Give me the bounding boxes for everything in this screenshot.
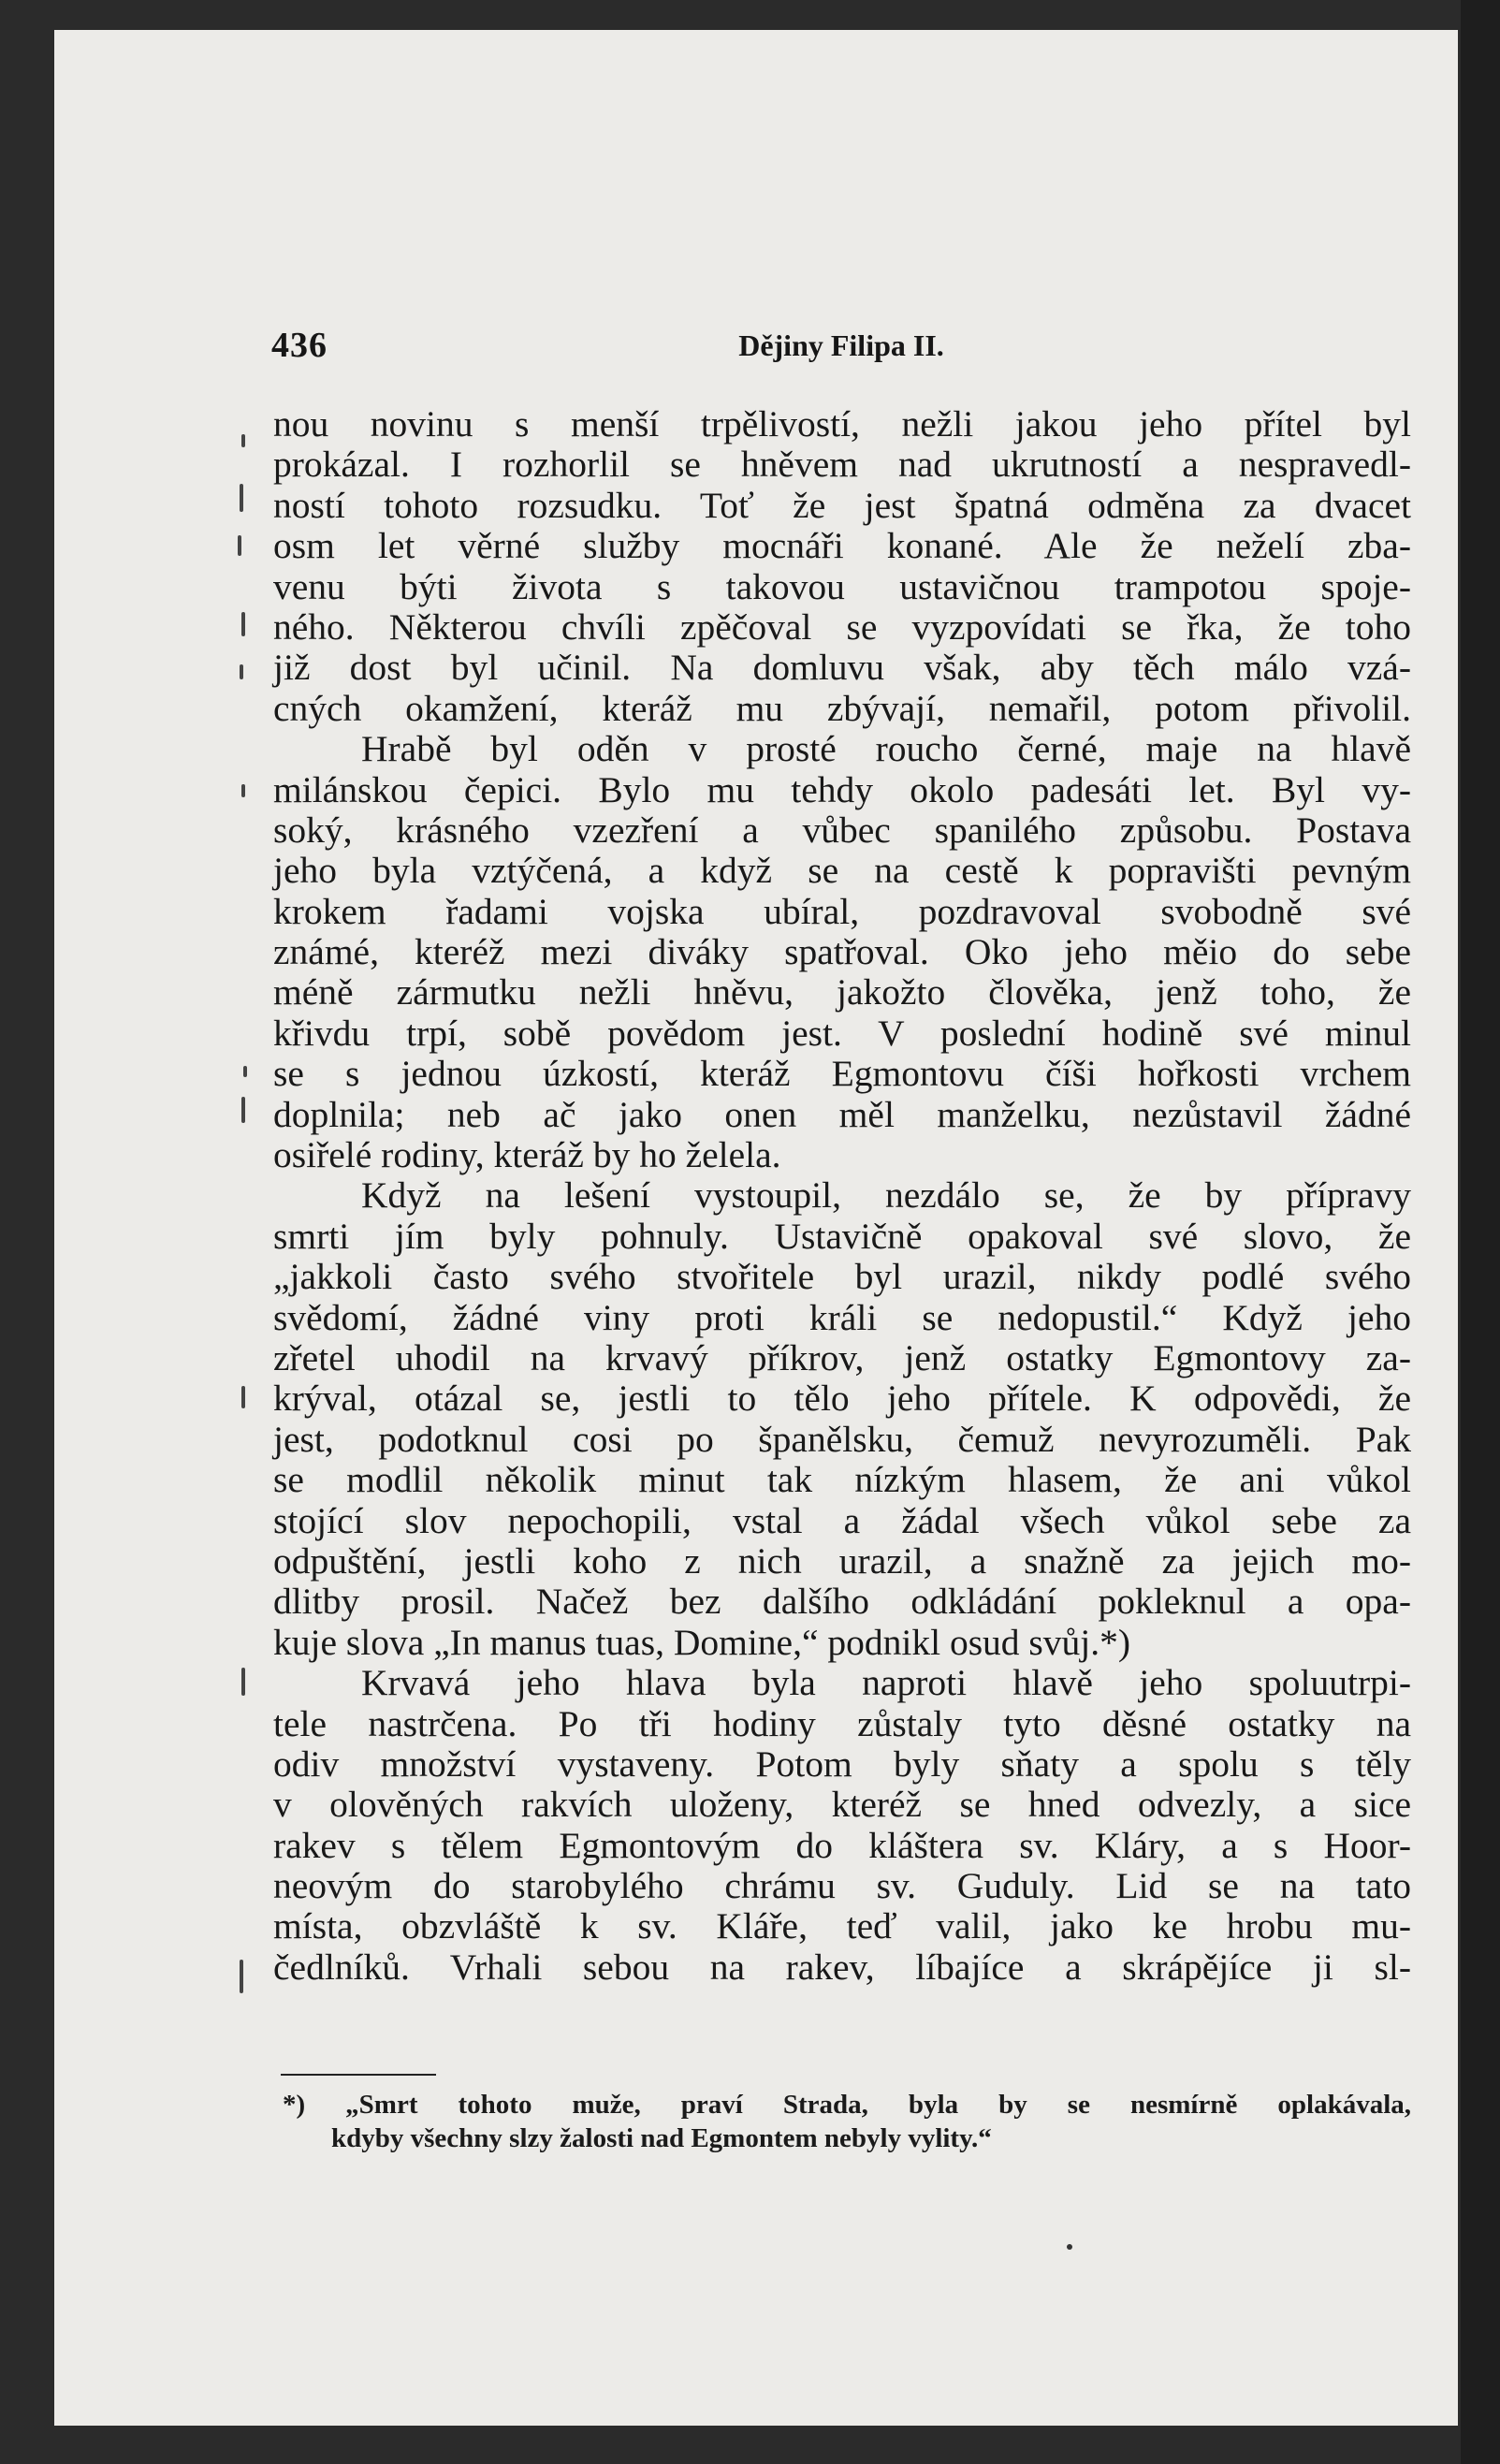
- text-line: zřetel uhodil na krvavý příkrov, jenž ostatky Egmontovy za-: [273, 1336, 1411, 1378]
- text-line: Hrabě byl oděn v prosté roucho černé, maje na hlavě: [361, 728, 1411, 770]
- text-line: nou novinu s menší trpělivostí, nežli jakou jeho přítel byl: [273, 403, 1411, 445]
- margin-speck: [243, 1066, 247, 1077]
- text-line: cných okamžení, kteráž mu zbývají, nemařil, potom přivolil.: [273, 687, 1411, 729]
- margin-speck: [241, 784, 245, 797]
- page-header: [271, 325, 1411, 372]
- margin-speck: [241, 1386, 245, 1408]
- text-line: ného. Některou chvíli zpěčoval se vyzpovídati se řka, že toho: [273, 605, 1411, 648]
- margin-speck: [240, 664, 243, 679]
- text-line: tele nastrčena. Po tři hodiny zůstaly tyto děsné ostatky na: [273, 1702, 1411, 1744]
- page-spot: [1067, 2244, 1072, 2250]
- margin-speck: [241, 1097, 245, 1123]
- margin-speck: [238, 535, 241, 556]
- page-number: 436: [271, 326, 328, 365]
- text-line: místa, obzvláště k sv. Kláře, teď valil, jako ke hrobu mu-: [273, 1905, 1411, 1947]
- text-line: soký, krásného vzezření a vůbec spanilého způsobu. Postava: [273, 809, 1411, 851]
- book-page: [54, 30, 1458, 2426]
- text-line: odiv množství vystaveny. Potom byly sňaty a spolu s těly: [273, 1742, 1411, 1785]
- text-line: osm let věrné služby mocnáři konané. Ale že neželí zba-: [273, 525, 1411, 567]
- text-line: se modlil několik minut tak nízkým hlasem, že ani vůkol: [273, 1459, 1411, 1501]
- text-line: prokázal. I rozhorlil se hněvem nad ukrutností a nespravedl-: [273, 444, 1411, 486]
- text-line: jeho byla vztýčená, a když se na cestě k popravišti pevným: [273, 850, 1411, 892]
- text-line: v olověných rakvích uloženy, kteréž se hned odvezly, a sice: [273, 1784, 1411, 1826]
- text-line: odpuštění, jestli koho z nich urazil, a snažně za jejich mo-: [273, 1539, 1411, 1582]
- text-line: Když na lešení vystoupil, nezdálo se, že by přípravy: [361, 1174, 1411, 1217]
- margin-speck: [240, 484, 243, 512]
- margin-speck: [241, 1668, 245, 1696]
- text-line: křivdu trpí, sobě povědom jest. V poslední hodině své minul: [273, 1012, 1411, 1054]
- text-line: ností tohoto rozsudku. Toť že jest špatná odměna za dvacet: [273, 484, 1411, 526]
- text-line: kuje slova „In manus tuas, Domine,“ podnikl osud svůj.*): [273, 1621, 1131, 1663]
- text-line: venu býti života s takovou ustavičnou trampotou spoje-: [273, 565, 1411, 607]
- text-line: milánskou čepici. Bylo mu tehdy okolo padesáti let. Byl vy-: [273, 768, 1411, 810]
- footnote: [283, 2088, 1411, 2155]
- text-line: doplnila; neb ač jako onen měl manželku, nezůstavil žádné: [273, 1093, 1411, 1135]
- text-line: jest, podotknul cosi po španělsku, čemuž nevyrozuměli. Pak: [273, 1418, 1411, 1460]
- text-line: Krvavá jeho hlava byla naproti hlavě jeho spoluutrpi-: [361, 1662, 1411, 1704]
- running-title: Dějiny Filipa II.: [738, 328, 944, 362]
- text-line: osiřelé rodiny, kteráž by ho želela.: [273, 1134, 781, 1176]
- footnote-line: kdyby všechny slzy žalosti nad Egmontem nebyly vylity.“: [331, 2123, 992, 2153]
- text-line: rakev s tělem Egmontovým do kláštera sv. Kláry, a s Hoor-: [273, 1824, 1411, 1866]
- margin-speck: [241, 612, 245, 636]
- text-line: známé, kteréž mezi diváky spatřoval. Oko jeho měio do sebe: [273, 931, 1411, 973]
- scan-edge: [1461, 0, 1500, 2464]
- text-line: smrti jím byly pohnuly. Ustavičně opakoval své slovo, že: [273, 1215, 1411, 1257]
- margin-speck: [240, 1960, 243, 1993]
- text-line: stojící slov nepochopili, vstal a žádal všech vůkol sebe za: [273, 1499, 1411, 1541]
- body-text: [273, 404, 1411, 1988]
- text-line: čedlníků. Vrhali sebou na rakev, líbajíce a skrápějíce ji sl-: [273, 1946, 1411, 1988]
- text-line: méně zármutku nežli hněvu, jakožto člověka, jenž toho, že: [273, 971, 1411, 1013]
- text-line: svědomí, žádné viny proti králi se nedopustil.“ Když jeho: [273, 1296, 1411, 1338]
- text-line: dlitby prosil. Načež bez dalšího odkládání pokleknul a opa-: [273, 1581, 1411, 1623]
- text-line: „jakkoli často svého stvořitele byl urazil, nikdy podlé svého: [273, 1256, 1411, 1298]
- text-line: se s jednou úzkostí, kteráž Egmontovu číši hořkosti vrchem: [273, 1053, 1411, 1095]
- footnote-line: *) „Smrt tohoto muže, praví Strada, byla by se nesmírně oplakávala,: [283, 2090, 1411, 2120]
- footnote-rule: [281, 2074, 436, 2076]
- text-line: již dost byl učinil. Na domluvu však, aby těch málo vzá-: [273, 647, 1411, 689]
- text-line: krýval, otázal se, jestli to tělo jeho přítele. K odpovědi, že: [273, 1378, 1411, 1420]
- text-line: krokem řadami vojska ubíral, pozdravoval svobodně své: [273, 890, 1411, 932]
- text-line: neovým do starobylého chrámu sv. Guduly. Lid se na tato: [273, 1865, 1411, 1907]
- margin-speck: [241, 434, 245, 447]
